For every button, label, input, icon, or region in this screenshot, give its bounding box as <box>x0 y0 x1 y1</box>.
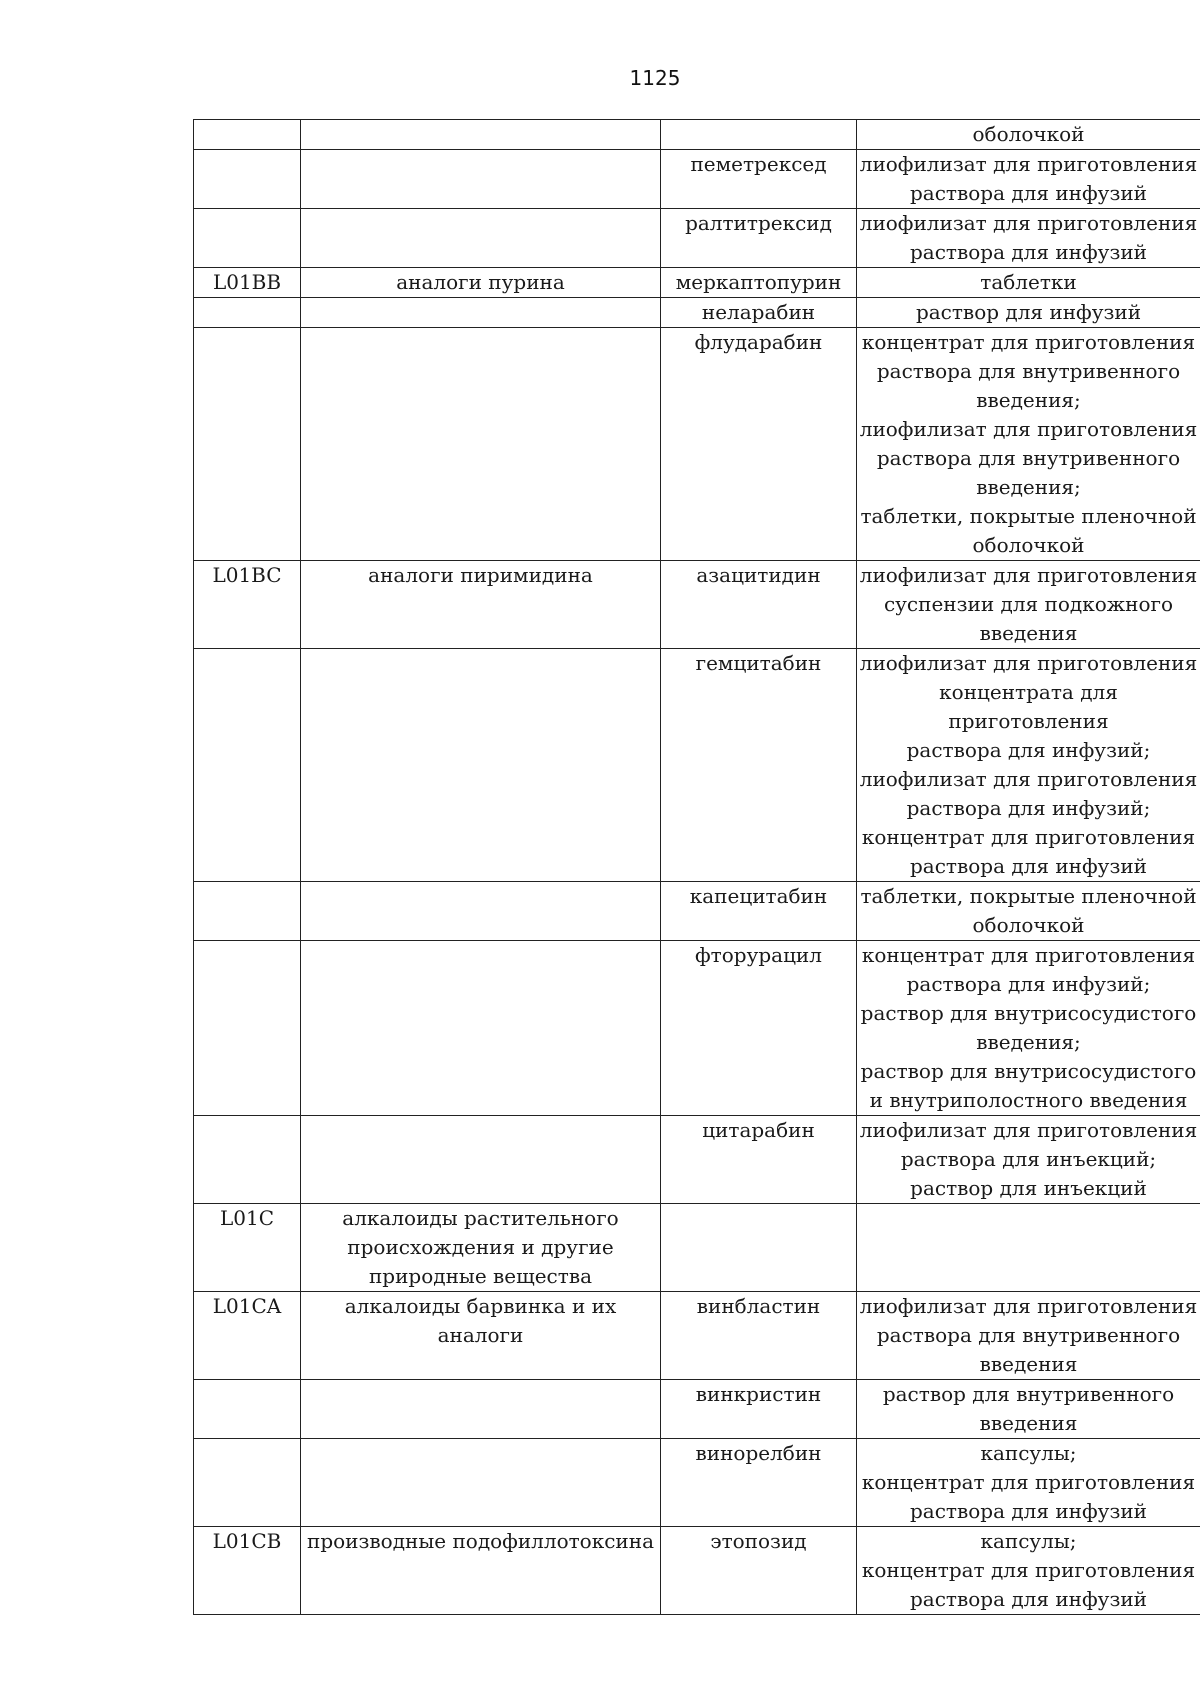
atc-code-cell <box>194 298 301 328</box>
atc-code-cell: L01BB <box>194 268 301 298</box>
table-row <box>194 1380 1200 1439</box>
drug-name-cell: гемцитабин <box>661 649 857 882</box>
dosage-form-cell: лиофилизат для приготовления раствора для инъекций; раствор для инъекций <box>857 1116 1200 1204</box>
drug-name-cell: пеметрексед <box>661 150 857 209</box>
drug-name-cell: винкристин <box>661 1380 857 1439</box>
group-name-cell <box>301 941 661 1116</box>
atc-code-cell <box>194 882 301 941</box>
dosage-form-cell: раствор для инфузий <box>857 298 1200 328</box>
drug-name-cell <box>661 1204 857 1292</box>
table-row <box>194 882 1200 941</box>
dosage-form-cell: лиофилизат для приготовления концентрата для приготовления раствора для инфузий; лиофилизат для приготовления раствора для инфузий; концентрат для приготовления раствора для инфузий <box>857 649 1200 882</box>
dosage-form-cell: лиофилизат для приготовления раствора для инфузий <box>857 150 1200 209</box>
table-row <box>194 209 1200 268</box>
table-row <box>194 1116 1200 1204</box>
table-row <box>194 649 1200 882</box>
drug-name-cell: капецитабин <box>661 882 857 941</box>
atc-code-cell <box>194 941 301 1116</box>
atc-code-cell: L01CB <box>194 1527 301 1615</box>
drug-name-cell: цитарабин <box>661 1116 857 1204</box>
dosage-form-cell: раствор для внутривенного введения <box>857 1380 1200 1439</box>
atc-code-cell <box>194 209 301 268</box>
atc-code-cell <box>194 120 301 150</box>
group-name-cell <box>301 1380 661 1439</box>
drug-classification-table <box>193 119 1200 1615</box>
group-name-cell: алкалоиды барвинка и их аналоги <box>301 1292 661 1380</box>
table-row <box>194 328 1200 561</box>
group-name-cell <box>301 209 661 268</box>
dosage-form-cell: капсулы; концентрат для приготовления раствора для инфузий <box>857 1439 1200 1527</box>
dosage-form-cell: лиофилизат для приготовления раствора для инфузий <box>857 209 1200 268</box>
dosage-form-cell <box>857 1204 1200 1292</box>
table-row <box>194 268 1200 298</box>
group-name-cell <box>301 298 661 328</box>
table-row <box>194 150 1200 209</box>
group-name-cell: производные подофиллотоксина <box>301 1527 661 1615</box>
dosage-form-cell: концентрат для приготовления раствора для внутривенного введения; лиофилизат для приготовления раствора для внутривенного введения; таблетки, покрытые пленочной оболочкой <box>857 328 1200 561</box>
drug-name-cell <box>661 120 857 150</box>
drug-name-cell: неларабин <box>661 298 857 328</box>
drug-name-cell: этопозид <box>661 1527 857 1615</box>
table-row <box>194 561 1200 649</box>
group-name-cell: алкалоиды растительного происхождения и другие природные вещества <box>301 1204 661 1292</box>
drug-name-cell: винбластин <box>661 1292 857 1380</box>
dosage-form-cell: лиофилизат для приготовления суспензии для подкожного введения <box>857 561 1200 649</box>
group-name-cell <box>301 1116 661 1204</box>
group-name-cell <box>301 649 661 882</box>
dosage-form-cell: таблетки <box>857 268 1200 298</box>
atc-code-cell <box>194 1116 301 1204</box>
table-row <box>194 1439 1200 1527</box>
table-row <box>194 298 1200 328</box>
drug-name-cell: винорелбин <box>661 1439 857 1527</box>
group-name-cell: аналоги пиримидина <box>301 561 661 649</box>
page-number: 1125 <box>629 66 681 90</box>
atc-code-cell <box>194 649 301 882</box>
table-row <box>194 1292 1200 1380</box>
atc-code-cell <box>194 1439 301 1527</box>
dosage-form-cell: таблетки, покрытые пленочной оболочкой <box>857 882 1200 941</box>
atc-code-cell <box>194 1380 301 1439</box>
group-name-cell <box>301 120 661 150</box>
group-name-cell <box>301 150 661 209</box>
dosage-form-cell: оболочкой <box>857 120 1200 150</box>
atc-code-cell <box>194 150 301 209</box>
table-row <box>194 941 1200 1116</box>
drug-name-cell: ралтитрексид <box>661 209 857 268</box>
group-name-cell <box>301 1439 661 1527</box>
table-row <box>194 1204 1200 1292</box>
drug-name-cell: флударабин <box>661 328 857 561</box>
atc-code-cell <box>194 328 301 561</box>
table-row <box>194 1527 1200 1615</box>
drug-name-cell: азацитидин <box>661 561 857 649</box>
atc-code-cell: L01C <box>194 1204 301 1292</box>
group-name-cell <box>301 882 661 941</box>
group-name-cell: аналоги пурина <box>301 268 661 298</box>
drug-name-cell: меркаптопурин <box>661 268 857 298</box>
atc-code-cell: L01BC <box>194 561 301 649</box>
dosage-form-cell: лиофилизат для приготовления раствора для внутривенного введения <box>857 1292 1200 1380</box>
table-row <box>194 120 1200 150</box>
group-name-cell <box>301 328 661 561</box>
dosage-form-cell: концентрат для приготовления раствора для инфузий; раствор для внутрисосудистого введения; раствор для внутрисосудистого и внутриполостного введения <box>857 941 1200 1116</box>
dosage-form-cell: капсулы; концентрат для приготовления раствора для инфузий <box>857 1527 1200 1615</box>
drug-name-cell: фторурацил <box>661 941 857 1116</box>
atc-code-cell: L01CA <box>194 1292 301 1380</box>
